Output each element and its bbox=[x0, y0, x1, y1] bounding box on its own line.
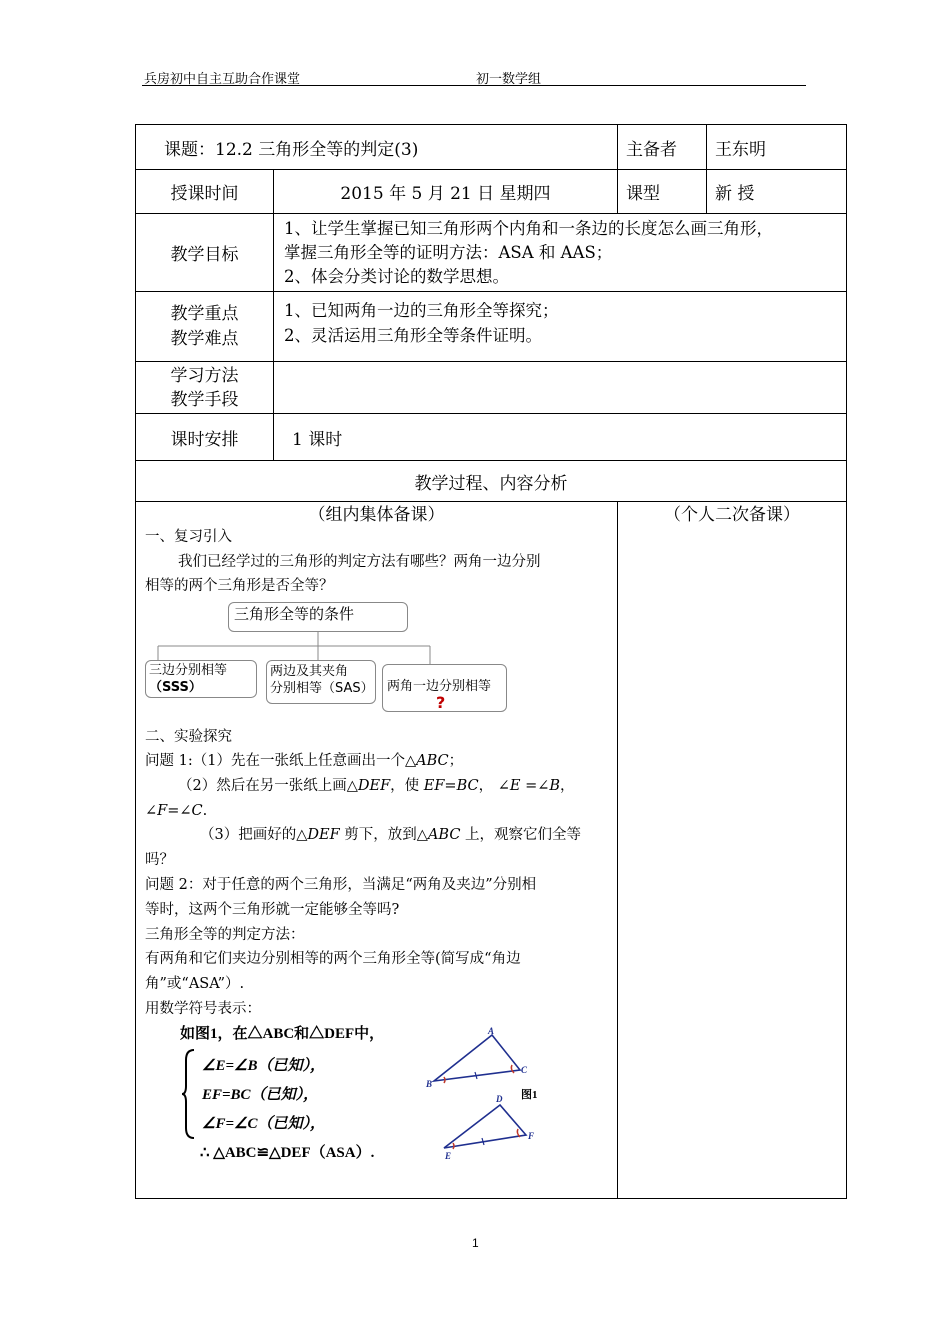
figure-1-triangles bbox=[420, 1025, 550, 1165]
diagram-sss-line-2: （SSS） bbox=[149, 680, 202, 695]
goal-content bbox=[274, 214, 847, 292]
hours-value: 1 课时 bbox=[274, 414, 847, 461]
diagram-root-box: 三角形全等的条件 bbox=[228, 602, 408, 632]
diagram-aas-box: 两角一边分别相等 bbox=[382, 664, 507, 712]
method-line-1: 有两角和它们夹边分别相等的两个三角形全等(简写成“角边 bbox=[145, 951, 521, 967]
diagram-question-mark: ? bbox=[436, 693, 446, 712]
vertex-label-f: F bbox=[528, 1131, 535, 1141]
diagram-sas-box bbox=[266, 660, 376, 704]
diagram-sas-line-1: 两边及其夹角 bbox=[270, 664, 349, 679]
page-number: 1 bbox=[472, 1236, 479, 1250]
hours-label: 课时安排 bbox=[136, 414, 274, 461]
question2-line-1: 问题 2：对于任意的两个三角形，当满足“两角及夹边”分别相 bbox=[145, 877, 537, 893]
header-rule bbox=[142, 85, 806, 86]
diagram-sss-box bbox=[145, 660, 257, 698]
personal-prep-cell bbox=[618, 502, 847, 1199]
section2-title: 二、实验探究 bbox=[145, 729, 232, 745]
question1-line-d: （3）把画好的△DEF 剪下，放到△ABC 上，观察它们全等 bbox=[200, 827, 582, 843]
vertex-label-b: B bbox=[426, 1079, 433, 1089]
question2-line-2: 等时，这两个三角形就一定能够全等吗? bbox=[145, 902, 400, 918]
key-line-2: 2、灵活运用三角形全等条件证明。 bbox=[284, 326, 542, 345]
proof-line-2: EF=BC（已知）， bbox=[202, 1087, 319, 1103]
vertex-label-e: E bbox=[445, 1151, 452, 1161]
preparer-name: 王东明 bbox=[707, 125, 847, 170]
proof-conclusion: ∴ △ABC≌△DEF（ASA）. bbox=[200, 1145, 375, 1161]
vertex-label-d: D bbox=[496, 1094, 503, 1104]
symbol-title: 用数学符号表示： bbox=[145, 1001, 261, 1017]
vertex-label-a: A bbox=[488, 1026, 495, 1036]
method-label bbox=[136, 362, 274, 414]
triangle-def bbox=[444, 1105, 526, 1148]
method-title: 三角形全等的判定方法： bbox=[145, 927, 305, 943]
question1-line-b: （2）然后在另一张纸上画△DEF，使 EF=BC， ∠E =∠B， bbox=[178, 778, 575, 794]
goal-line-2: 掌握三角形全等的证明方法：ASA 和 AAS； bbox=[284, 242, 613, 262]
diagram-sas-line-2: 分别相等（SAS） bbox=[270, 681, 374, 696]
goal-line-3: 2、体会分类讨论的数学思想。 bbox=[284, 266, 509, 286]
key-content bbox=[274, 292, 847, 362]
time-value: 2015 年 5 月 21 日 星期四 bbox=[274, 170, 618, 214]
goal-line-1: 1、让学生掌握已知三角形两个内角和一条边的长度怎么画三角形， bbox=[284, 218, 773, 238]
question1-line-e: 吗？ bbox=[145, 852, 174, 868]
diagram-sss-line-1: 三边分别相等 bbox=[149, 663, 228, 678]
triangle-abc bbox=[434, 1035, 520, 1081]
method-label-2: 教学手段 bbox=[170, 389, 239, 410]
preparer-label: 主备者 bbox=[618, 125, 707, 170]
key-label bbox=[136, 292, 274, 362]
process-title: 教学过程、内容分析 bbox=[136, 461, 847, 502]
key-line-1: 1、已知两角一边的三角形全等探究； bbox=[284, 301, 559, 320]
section1-para-2: 相等的两个三角形是否全等？ bbox=[145, 578, 334, 594]
personal-title: （个人二次备课） bbox=[664, 505, 800, 525]
topic-cell: 课题：12.2 三角形全等的判定(3) bbox=[136, 125, 618, 170]
type-value: 新 授 bbox=[707, 170, 847, 214]
method-line-2: 角”或“ASA”）. bbox=[145, 976, 245, 992]
figure-caption: 图1 bbox=[521, 1089, 538, 1101]
header-right: 初一数学组 bbox=[476, 72, 542, 87]
proof-brace bbox=[182, 1048, 198, 1140]
vertex-label-c: C bbox=[521, 1065, 528, 1075]
proof-intro: 如图1，在△ABC和△DEF中， bbox=[180, 1026, 385, 1042]
method-content bbox=[274, 362, 847, 414]
proof-line-1: ∠E=∠B（已知）， bbox=[202, 1058, 325, 1074]
key-label-2: 教学难点 bbox=[170, 328, 239, 349]
goal-label: 教学目标 bbox=[136, 214, 274, 292]
section1-title: 一、复习引入 bbox=[145, 529, 232, 545]
proof-line-3: ∠F=∠C（已知）， bbox=[202, 1116, 325, 1132]
type-label: 课型 bbox=[618, 170, 707, 214]
section1-para-1: 我们已经学过的三角形的判定方法有哪些？两角一边分别 bbox=[178, 554, 541, 570]
key-label-1: 教学重点 bbox=[170, 303, 239, 324]
time-label: 授课时间 bbox=[136, 170, 274, 214]
method-label-1: 学习方法 bbox=[170, 365, 239, 386]
question1-line-c: ∠F=∠C. bbox=[145, 803, 208, 819]
header-left: 兵房初中自主互助合作课堂 bbox=[144, 72, 301, 87]
question1-line-a: 问题 1:（1）先在一张纸上任意画出一个△ABC； bbox=[145, 753, 464, 769]
group-title: （组内集体备课） bbox=[308, 505, 445, 525]
